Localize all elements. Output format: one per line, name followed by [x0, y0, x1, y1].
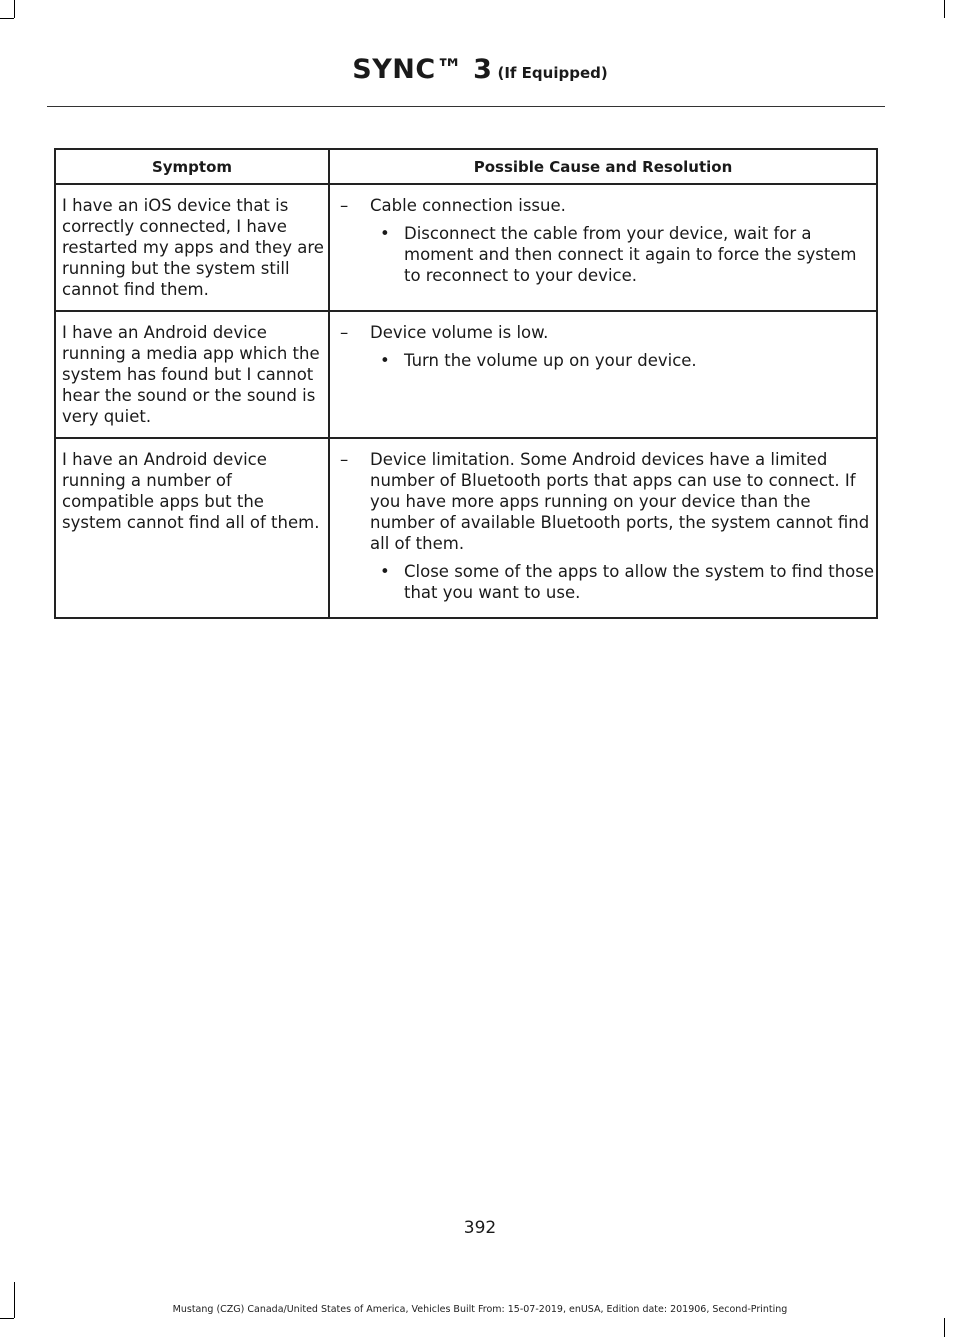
table-row	[55, 438, 877, 618]
bullet-marker: •	[380, 224, 390, 243]
crop-mark-top-right-v	[944, 0, 945, 18]
fix-text: Turn the volume up on your device.	[404, 351, 697, 370]
column-header-symptom: Symptom	[55, 149, 329, 184]
table-row	[55, 184, 877, 311]
cause-item	[330, 195, 876, 216]
cause-item	[330, 322, 876, 343]
dash-marker: –	[340, 323, 349, 342]
table-row	[55, 311, 877, 438]
bullet-marker: •	[380, 562, 390, 581]
page-number: 392	[463, 1218, 497, 1238]
crop-mark-bottom-right-v	[944, 1318, 945, 1337]
symptom-table	[54, 148, 878, 619]
crop-mark-top-left-v	[14, 0, 15, 18]
cause-text: Device volume is low.	[370, 323, 549, 342]
fix-item	[330, 223, 876, 286]
bullet-marker: •	[380, 351, 390, 370]
cause-text: Device limitation. Some Android devices have a limited number of Bluetooth ports that apps can use to connect. If you have more apps running on your device than the number of available Bluetooth ports, the system cannot find all of them.	[370, 450, 870, 553]
cause-text: Cable connection issue.	[370, 196, 566, 215]
table-header-row	[55, 149, 877, 184]
fix-text: Disconnect the cable from your device, wait for a moment and then connect it again to force the system to reconnect to your device.	[404, 224, 857, 285]
column-header-cause: Possible Cause and Resolution	[329, 149, 877, 184]
symptom-cell: I have an Android device running a media app which the system has found but I cannot hear the sound or the sound is very quiet.	[55, 311, 329, 438]
symptom-cell: I have an Android device running a number of compatible apps but the system cannot find all of them.	[55, 438, 329, 618]
dash-marker: –	[340, 450, 349, 469]
crop-mark-bottom-left-h	[0, 1318, 14, 1319]
cause-item	[330, 449, 876, 554]
section-title: SYNC™ 3	[352, 54, 493, 85]
crop-mark-top-left-h	[0, 18, 14, 19]
resolution-cell	[329, 438, 877, 618]
header-rule	[47, 106, 885, 107]
resolution-cell	[329, 184, 877, 311]
resolution-cell	[329, 311, 877, 438]
page-footer: Mustang (CZG) Canada/United States of America, Vehicles Built From: 15-07-2019, enUSA, Edition date: 201906, Second-Printing	[172, 1304, 788, 1315]
fix-item	[330, 561, 876, 603]
fix-text: Close some of the apps to allow the system to find those that you want to use.	[404, 562, 875, 602]
section-subtitle: (If Equipped)	[497, 64, 608, 82]
dash-marker: –	[340, 196, 349, 215]
symptom-cell: I have an iOS device that is correctly connected, I have restarted my apps and they are running but the system still cannot find them.	[55, 184, 329, 311]
fix-item	[330, 350, 876, 371]
page-header	[0, 56, 960, 83]
